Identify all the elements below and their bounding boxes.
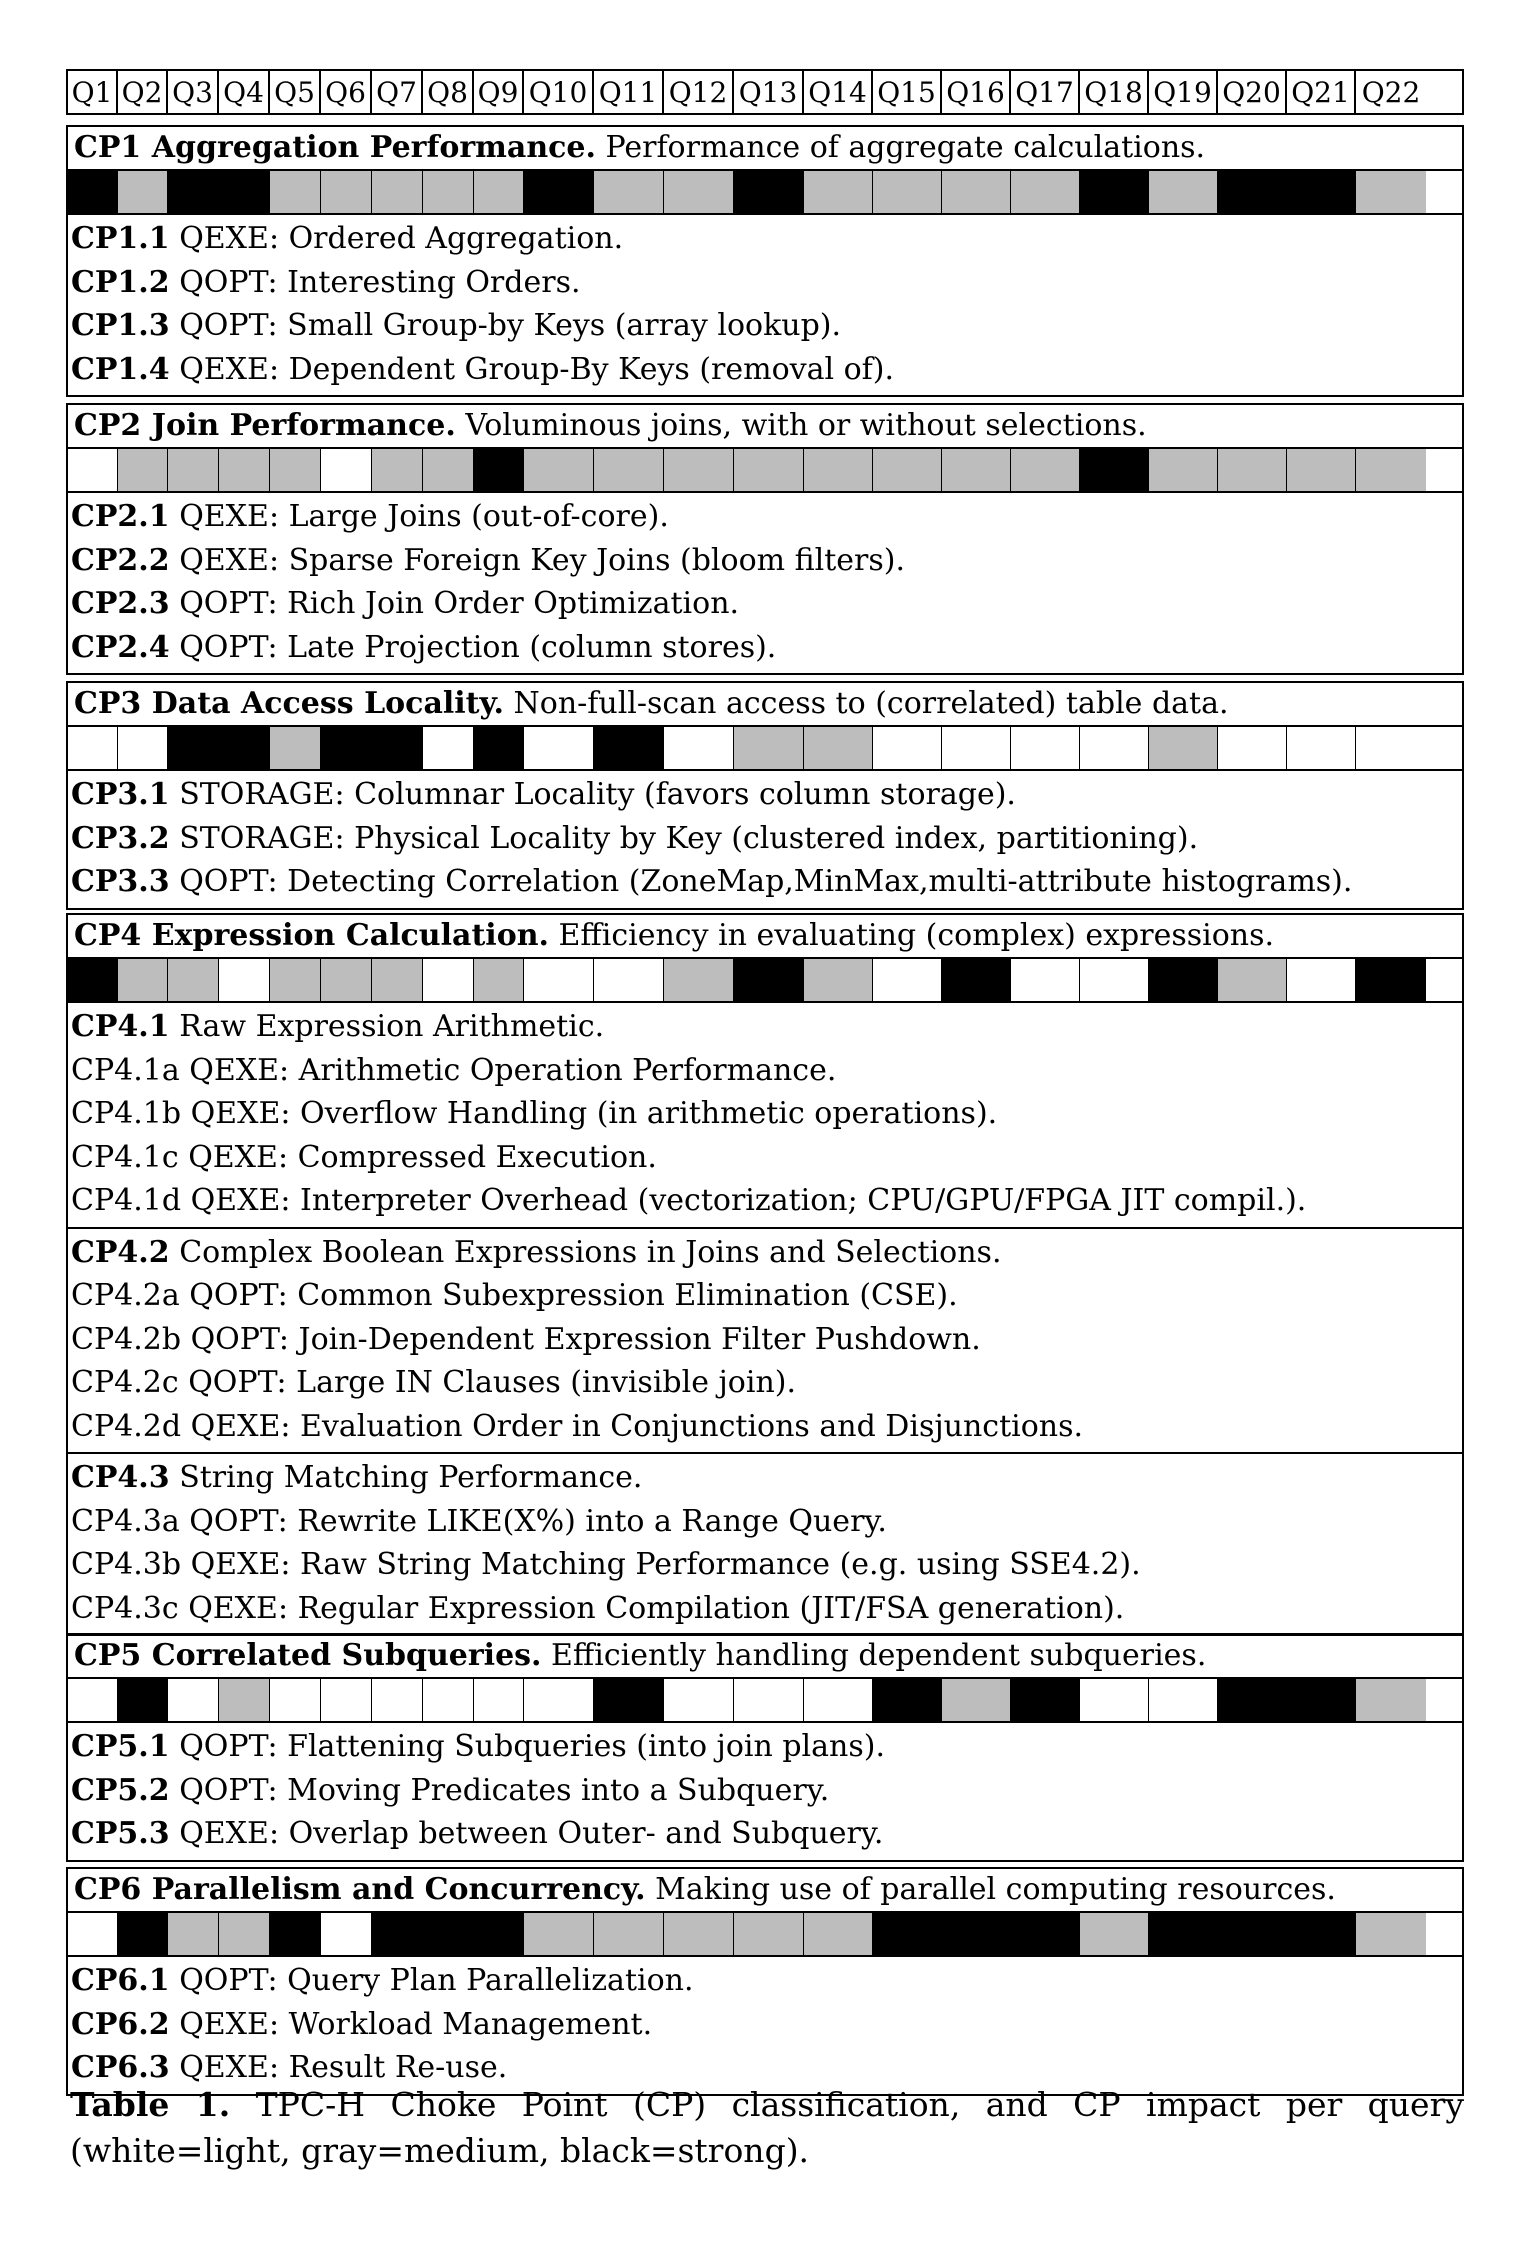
impact-cell-q1 [68,959,118,1001]
impact-cell-q11 [594,449,664,491]
section-cp6 [66,1867,1464,2096]
choke-point-item [68,1812,1462,1856]
choke-point-item [68,539,1462,583]
impact-cell-q19 [1149,727,1218,769]
choke-point-text: QOPT: Flattening Subqueries (into join plans). [179,1729,885,1764]
impact-cell-q7 [372,171,423,213]
impact-cell-q5 [270,727,321,769]
impact-cell-q19 [1149,1913,1218,1955]
section-cp2 [66,403,1464,675]
impact-cell-q21 [1287,727,1356,769]
query-header-q1: Q1 [68,71,118,113]
impact-cell-q22 [1356,171,1426,213]
impact-cell-q6 [321,959,372,1001]
impact-bar [68,727,1462,771]
choke-point-code: CP1.4 [71,351,170,387]
impact-cell-q21 [1287,1913,1356,1955]
choke-point-item [68,1092,1462,1136]
choke-point-text: QOPT: Interesting Orders. [179,264,581,300]
section-heading [68,683,1462,727]
impact-cell-q15 [873,1679,942,1721]
choke-point-text: QOPT: Small Group-by Keys (array lookup). [179,308,842,343]
choke-point-text: QEXE: Result Re-use. [179,2050,508,2085]
impact-cell-q20 [1218,1913,1287,1955]
choke-point-code: CP4.3 [71,1460,170,1495]
choke-point-item [68,1231,1462,1275]
impact-cell-q16 [942,449,1011,491]
choke-point-item [68,1318,1462,1362]
impact-cell-q20 [1218,449,1287,491]
query-header-q2: Q2 [118,71,168,113]
impact-cell-q4 [219,1679,270,1721]
impact-cell-q20 [1218,171,1287,213]
impact-cell-q8 [423,727,474,769]
query-header-q20: Q20 [1218,71,1287,113]
choke-point-text: QEXE: Sparse Foreign Key Joins (bloom filters). [179,542,906,578]
choke-point-code: CP6.1 [71,1963,170,1998]
impact-cell-q20 [1218,959,1287,1001]
impact-cell-q4 [219,1913,270,1955]
impact-cell-q14 [804,727,873,769]
impact-cell-q17 [1011,959,1080,1001]
impact-cell-q4 [219,959,270,1001]
choke-point-group [68,1723,1462,1860]
caption-label: Table 1. [70,2085,231,2124]
impact-cell-q10 [524,449,594,491]
choke-point-group [68,215,1462,395]
impact-cell-q3 [168,171,219,213]
choke-point-code: CP5.1 [71,1729,170,1764]
impact-cell-q10 [524,1679,594,1721]
query-header-q11: Q11 [594,71,664,113]
choke-point-item [68,1725,1462,1769]
query-header-q14: Q14 [804,71,873,113]
impact-cell-q5 [270,449,321,491]
choke-point-text: String Matching Performance. [179,1460,643,1495]
impact-cell-q9 [474,1679,524,1721]
choke-point-group [68,771,1462,908]
choke-point-item [68,860,1462,904]
impact-cell-q12 [664,727,734,769]
section-heading [68,127,1462,171]
impact-cell-q7 [372,727,423,769]
section-title: CP5 Correlated Subqueries. [74,1638,542,1673]
impact-cell-q18 [1080,1679,1149,1721]
query-header-q3: Q3 [168,71,219,113]
impact-cell-q10 [524,1913,594,1955]
impact-cell-q7 [372,1679,423,1721]
impact-cell-q11 [594,727,664,769]
section-description: Performance of aggregate calculations. [595,130,1206,165]
section-description: Voluminous joins, with or without selections. [455,408,1147,443]
impact-cell-q6 [321,171,372,213]
section-heading [68,1869,1462,1913]
section-heading [68,915,1462,959]
choke-point-code: CP2.4 [71,629,170,665]
choke-point-item [68,1959,1462,2003]
impact-cell-q5 [270,171,321,213]
choke-point-code: CP1.3 [71,308,170,343]
impact-cell-q22 [1356,959,1426,1001]
query-header-row [66,69,1464,115]
impact-cell-q16 [942,959,1011,1001]
choke-point-code: CP2.1 [71,499,170,534]
choke-point-text: CP4.2a QOPT: Common Subexpression Elimination (CSE). [71,1278,958,1313]
impact-cell-q9 [474,1913,524,1955]
impact-cell-q18 [1080,959,1149,1001]
impact-cell-q3 [168,727,219,769]
choke-point-item [68,1179,1462,1223]
choke-point-code: CP3.1 [71,777,170,812]
impact-cell-q2 [118,1913,168,1955]
impact-cell-q10 [524,727,594,769]
impact-cell-q14 [804,449,873,491]
choke-point-group [68,493,1462,673]
choke-point-text: Raw Expression Arithmetic. [179,1009,605,1044]
choke-point-text: CP4.3b QEXE: Raw String Matching Performance (e.g. using SSE4.2). [71,1547,1141,1582]
choke-point-text: CP4.2d QEXE: Evaluation Order in Conjunctions and Disjunctions. [71,1408,1084,1444]
choke-point-item [68,2003,1462,2047]
impact-cell-q15 [873,1913,942,1955]
impact-cell-q18 [1080,1913,1149,1955]
choke-point-text: QOPT: Query Plan Parallelization. [179,1963,694,1998]
impact-cell-q13 [734,1679,804,1721]
choke-point-item [68,1500,1462,1544]
query-header-q16: Q16 [942,71,1011,113]
impact-cell-q4 [219,449,270,491]
impact-cell-q11 [594,1679,664,1721]
query-header-q6: Q6 [321,71,372,113]
impact-cell-q16 [942,727,1011,769]
impact-bar [68,171,1462,215]
query-header-q15: Q15 [873,71,942,113]
impact-bar [68,1679,1462,1723]
choke-point-item [68,1361,1462,1405]
impact-cell-q5 [270,1679,321,1721]
impact-cell-q14 [804,959,873,1001]
impact-cell-q20 [1218,727,1287,769]
table-caption [70,2082,1464,2174]
impact-cell-q18 [1080,171,1149,213]
choke-point-code: CP1.1 [71,221,170,256]
impact-cell-q21 [1287,1679,1356,1721]
impact-cell-q15 [873,449,942,491]
choke-point-group [68,1003,1462,1229]
impact-cell-q6 [321,1913,372,1955]
choke-point-code: CP6.2 [71,2006,170,2042]
impact-cell-q6 [321,449,372,491]
impact-cell-q14 [804,1679,873,1721]
query-header-q18: Q18 [1080,71,1149,113]
choke-point-item [68,1587,1462,1631]
query-header-q10: Q10 [524,71,594,113]
impact-cell-q13 [734,1913,804,1955]
query-header-q22: Q22 [1361,75,1421,109]
choke-point-text: Complex Boolean Expressions in Joins and Selections. [179,1234,1002,1270]
impact-cell-q10 [524,171,594,213]
choke-point-text: CP4.1d QEXE: Interpreter Overhead (vectorization; CPU/GPU/FPGA JIT compil.). [71,1183,1307,1218]
query-header-q19: Q19 [1149,71,1218,113]
impact-cell-q14 [804,171,873,213]
impact-cell-q2 [118,727,168,769]
impact-cell-q2 [118,959,168,1001]
choke-point-item [68,348,1462,392]
choke-point-item [68,1769,1462,1813]
choke-point-text: CP4.1c QEXE: Compressed Execution. [71,1139,657,1175]
impact-cell-q8 [423,959,474,1001]
impact-cell-q20 [1218,1679,1287,1721]
impact-cell-q13 [734,171,804,213]
impact-cell-q19 [1149,449,1218,491]
impact-cell-q18 [1080,727,1149,769]
impact-cell-q22 [1356,1679,1426,1721]
choke-point-text: CP4.1a QEXE: Arithmetic Operation Performance. [71,1052,837,1088]
impact-cell-q9 [474,959,524,1001]
impact-cell-q9 [474,171,524,213]
choke-point-item [68,495,1462,539]
choke-point-item [68,1405,1462,1449]
section-cp1 [66,125,1464,397]
choke-point-code: CP5.3 [71,1816,170,1851]
query-header-q13: Q13 [734,71,804,113]
impact-cell-q3 [168,959,219,1001]
impact-cell-q12 [664,171,734,213]
section-description: Efficiency in evaluating (complex) expressions. [548,918,1275,953]
choke-point-text: STORAGE: Columnar Locality (favors column storage). [179,777,1016,812]
impact-cell-q17 [1011,449,1080,491]
impact-cell-q13 [734,449,804,491]
choke-point-text: QOPT: Late Projection (column stores). [179,629,777,665]
choke-point-group [68,1229,1462,1455]
choke-point-code: CP3.3 [71,864,170,899]
impact-bar [68,449,1462,493]
impact-cell-q6 [321,727,372,769]
choke-point-text: CP4.3a QOPT: Rewrite LIKE(X%) into a Range Query. [71,1503,887,1539]
impact-cell-q7 [372,449,423,491]
impact-cell-q22 [1356,1913,1426,1955]
impact-cell-q4 [219,171,270,213]
query-header-q12: Q12 [664,71,734,113]
query-header-q8: Q8 [423,71,474,113]
choke-point-text: CP4.3c QEXE: Regular Expression Compilation (JIT/FSA generation). [71,1590,1125,1626]
choke-point-code: CP3.2 [71,820,170,856]
choke-point-text: STORAGE: Physical Locality by Key (clustered index, partitioning). [179,820,1199,856]
impact-cell-q7 [372,1913,423,1955]
choke-point-code: CP2.3 [71,586,170,621]
section-description: Making use of parallel computing resources. [645,1872,1336,1907]
choke-point-text: CP4.2c QOPT: Large IN Clauses (invisible join). [71,1365,797,1400]
impact-cell-q14 [804,1913,873,1955]
impact-cell-q11 [594,959,664,1001]
section-heading [68,405,1462,449]
choke-point-text: QEXE: Workload Management. [179,2006,653,2042]
choke-point-code: CP2.2 [71,542,170,578]
impact-cell-q12 [664,959,734,1001]
impact-cell-q3 [168,1679,219,1721]
choke-point-code: CP4.2 [71,1234,170,1270]
impact-cell-q6 [321,1679,372,1721]
choke-point-text: QEXE: Large Joins (out-of-core). [179,499,669,534]
impact-cell-q17 [1011,727,1080,769]
choke-point-item [68,304,1462,348]
choke-point-item [68,1005,1462,1049]
choke-point-group [68,1957,1462,2094]
choke-point-item [68,261,1462,305]
choke-point-text: CP4.2b QOPT: Join-Dependent Expression Filter Pushdown. [71,1321,981,1357]
choke-point-text: QEXE: Overlap between Outer- and Subquery. [179,1816,884,1851]
caption-text: TPC-H Choke Point (CP) classification, and CP impact per query (white=light, gray=medium, black=strong). [70,2085,1464,2170]
section-heading [68,1635,1462,1679]
impact-cell-q1 [68,727,118,769]
impact-cell-q16 [942,1679,1011,1721]
impact-cell-q12 [664,1679,734,1721]
impact-cell-q16 [942,1913,1011,1955]
impact-cell-q13 [734,959,804,1001]
choke-point-text: QEXE: Dependent Group-By Keys (removal of). [179,351,895,387]
choke-point-item [68,773,1462,817]
impact-cell-q2 [118,449,168,491]
impact-cell-q3 [168,1913,219,1955]
impact-cell-q17 [1011,171,1080,213]
impact-cell-q16 [942,171,1011,213]
impact-cell-q21 [1287,959,1356,1001]
choke-point-text: QOPT: Rich Join Order Optimization. [179,586,740,621]
impact-cell-q15 [873,727,942,769]
query-header-q5: Q5 [270,71,321,113]
impact-bar [68,1913,1462,1957]
query-header-q9: Q9 [474,71,524,113]
section-description: Non-full-scan access to (correlated) table data. [503,686,1229,721]
impact-cell-q2 [118,1679,168,1721]
choke-point-text: QOPT: Moving Predicates into a Subquery. [179,1772,830,1808]
choke-point-item [68,626,1462,670]
choke-point-group [68,1454,1462,1634]
impact-cell-q5 [270,959,321,1001]
impact-cell-q13 [734,727,804,769]
choke-point-code: CP6.3 [71,2050,170,2085]
choke-point-item [68,1456,1462,1500]
impact-bar [68,959,1462,1003]
section-title: CP1 Aggregation Performance. [74,130,596,165]
section-title: CP4 Expression Calculation. [74,918,549,953]
impact-cell-q15 [873,959,942,1001]
impact-cell-q12 [664,449,734,491]
impact-cell-q1 [68,449,118,491]
choke-point-item [68,582,1462,626]
impact-cell-q18 [1080,449,1149,491]
choke-point-text: CP4.1b QEXE: Overflow Handling (in arithmetic operations). [71,1096,998,1131]
impact-cell-q19 [1149,1679,1218,1721]
choke-point-item [68,1049,1462,1093]
query-header-q4: Q4 [219,71,270,113]
impact-cell-q7 [372,959,423,1001]
impact-cell-q21 [1287,171,1356,213]
choke-point-code: CP4.1 [71,1009,170,1044]
choke-point-item [68,817,1462,861]
impact-cell-q1 [68,1679,118,1721]
impact-cell-q8 [423,1679,474,1721]
impact-cell-q22 [1356,449,1426,491]
choke-point-item [68,1136,1462,1180]
impact-cell-q12 [664,1913,734,1955]
choke-point-item [68,217,1462,261]
impact-cell-q3 [168,449,219,491]
choke-point-item [68,1274,1462,1318]
impact-cell-q5 [270,1913,321,1955]
section-title: CP6 Parallelism and Concurrency. [74,1872,646,1907]
impact-cell-q8 [423,171,474,213]
impact-cell-q4 [219,727,270,769]
impact-cell-q22 [1356,727,1426,769]
choke-point-text: QEXE: Ordered Aggregation. [179,221,624,256]
impact-cell-q8 [423,1913,474,1955]
impact-cell-q10 [524,959,594,1001]
query-header-q7: Q7 [372,71,423,113]
section-description: Efficiently handling dependent subqueries. [541,1638,1207,1673]
choke-point-text: QOPT: Detecting Correlation (ZoneMap,MinMax,multi-attribute histograms). [179,864,1353,899]
section-cp4 [66,913,1464,1636]
impact-cell-q11 [594,1913,664,1955]
impact-cell-q9 [474,727,524,769]
impact-cell-q21 [1287,449,1356,491]
impact-cell-q2 [118,171,168,213]
section-title: CP2 Join Performance. [74,408,456,443]
impact-cell-q17 [1011,1913,1080,1955]
section-cp5 [66,1633,1464,1862]
impact-cell-q1 [68,171,118,213]
impact-cell-q1 [68,1913,118,1955]
query-header-q17: Q17 [1011,71,1080,113]
impact-cell-q19 [1149,959,1218,1001]
section-title: CP3 Data Access Locality. [74,686,504,721]
impact-cell-q11 [594,171,664,213]
choke-point-code: CP1.2 [71,264,170,300]
impact-cell-q15 [873,171,942,213]
query-header-q21: Q21 [1287,71,1356,113]
impact-cell-q17 [1011,1679,1080,1721]
impact-cell-q9 [474,449,524,491]
impact-cell-q19 [1149,171,1218,213]
choke-point-code: CP5.2 [71,1772,170,1808]
section-cp3 [66,681,1464,910]
choke-point-item [68,1543,1462,1587]
impact-cell-q8 [423,449,474,491]
